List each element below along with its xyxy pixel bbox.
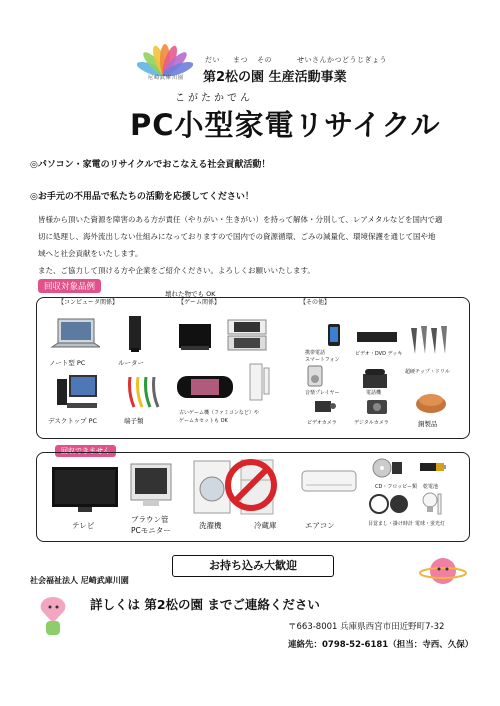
cables-icon xyxy=(122,373,162,411)
copper-products-icon xyxy=(413,386,449,416)
lead-line-1: ◎パソコン・家電のリサイクルでおこなえる社会貢献活動！ xyxy=(30,160,271,170)
music-player-icon xyxy=(303,364,327,388)
item-battery-label: 乾電池 xyxy=(423,484,439,490)
item-crt-label-1: ブラウン管 xyxy=(131,515,169,524)
router-icon xyxy=(125,312,147,354)
item-video-camera-label: ビデオカメラ xyxy=(307,420,337,426)
header-title: 第2松の園 生産活動事業 xyxy=(203,70,347,85)
item-tv-label: テレビ xyxy=(72,521,95,530)
video-camera-icon xyxy=(313,396,337,416)
welcome-box: お持ち込み大歓迎 xyxy=(172,555,334,577)
television-icon xyxy=(50,465,120,513)
item-music-player-label: 音楽プレイヤー xyxy=(305,390,340,396)
game-note-line-1: 古いゲーム機（ファミコンなど）や xyxy=(179,410,259,416)
main-title: PC小型家電リサイクル xyxy=(130,108,441,142)
item-digital-camera-label: デジタルカメラ xyxy=(354,420,389,426)
body-paragraph xyxy=(38,211,478,279)
crt-monitor-icon xyxy=(127,462,175,508)
item-crt-label-2: PCモニター xyxy=(131,526,171,535)
category-game: 【ゲーム関係】 xyxy=(178,299,221,306)
item-aircon-label: エアコン xyxy=(305,521,335,530)
game-console-icon xyxy=(175,318,217,354)
cd-floppy-icon xyxy=(370,456,404,480)
item-router-label: ルーター xyxy=(118,359,144,367)
header-ruby-1: だい xyxy=(205,56,220,64)
item-desktop-label: デスクトップ PC xyxy=(48,417,98,425)
item-clock-label: 目覚まし・掛け時計 xyxy=(368,521,414,527)
item-fridge-label: 冷蔵庫 xyxy=(254,521,277,530)
postal-address: 〒663-8001 兵庫県西宮市田近野町7-32 xyxy=(288,622,445,632)
item-landline-label: 電話機 xyxy=(366,390,382,396)
portable-game-icon xyxy=(175,372,235,402)
body-line: 域へと社会貢献をいたします。 xyxy=(38,249,143,258)
game-note-line-2: ゲームカセットも OK xyxy=(179,418,228,424)
accepted-section-label: 回収対象品例 xyxy=(38,279,101,293)
item-laptop-label: ノート型 PC xyxy=(49,359,86,367)
mascot-planet-icon xyxy=(418,551,468,591)
item-video-deck-label: ビデオ・DVD デッキ xyxy=(355,351,403,357)
mascot-character-icon xyxy=(30,593,76,643)
phone-contact: 連絡先：0798-52-6181（担当：寺西、久保） xyxy=(288,640,474,650)
contact-line: 詳しくは 第2松の園 までご連絡ください xyxy=(90,597,320,612)
item-phone-label-2: スマートフォン xyxy=(305,357,340,363)
body-line: また、ご協力して頂ける方や企業をご紹介ください。よろしくお願いいたします。 xyxy=(38,266,315,275)
main-title-ruby: こがたかでん xyxy=(175,93,253,104)
drill-bits-icon xyxy=(405,320,453,360)
wii-console-icon xyxy=(240,360,274,404)
logo-caption: 尼崎武庫川園 xyxy=(147,75,184,81)
light-bulb-icon xyxy=(420,490,448,518)
desktop-pc-icon xyxy=(55,373,100,411)
body-line: 切に処理し、海外流出しない仕組みになっておりますので国内での資源循環、ごみの減量化、環境保護を通じて国や地 xyxy=(38,232,436,241)
header-ruby-3: その xyxy=(257,56,272,64)
item-copper-label: 銅製品 xyxy=(418,420,438,428)
smartphone-icon xyxy=(325,322,345,348)
laptop-icon xyxy=(50,317,100,357)
header-ruby-4: せいさんかつどうじぎょう xyxy=(297,56,387,64)
landline-phone-icon xyxy=(360,366,390,390)
header-ruby-2: まつ xyxy=(233,56,248,64)
item-phone-label-1: 携帯電話 xyxy=(305,350,326,356)
category-other: 【その他】 xyxy=(300,299,331,306)
handheld-console-icon xyxy=(222,318,272,354)
broken-ok-note: 壊れた物でも OK xyxy=(165,290,216,298)
item-cd-floppy-label: CD・フロッピー類 xyxy=(375,484,418,490)
clock-icon xyxy=(367,492,411,516)
battery-icon xyxy=(418,460,448,474)
lead-line-2: ◎お手元の不用品で私たちの活動を応援してください！ xyxy=(30,192,254,202)
body-line: 皆様から頂いた資源を障害のある方が責任（やりがい・生きがい）を持って解体・分別して、レアメタルなどを国内で適 xyxy=(38,215,443,224)
item-drill-label: 超硬チップ・ドリル xyxy=(405,369,450,375)
rejected-section-label: 回収できません xyxy=(55,445,116,457)
no-collection-sign-icon xyxy=(224,458,278,512)
item-bulb-label: 電球・蛍光灯 xyxy=(415,521,446,527)
category-computer: 【コンピュータ関係】 xyxy=(58,299,119,306)
item-cables-label: 端子類 xyxy=(124,417,144,425)
organization-name: 社会福祉法人 尼崎武庫川園 xyxy=(30,576,129,585)
item-washer-label: 洗濯機 xyxy=(199,521,222,530)
digital-camera-icon xyxy=(365,396,389,416)
video-deck-icon xyxy=(355,326,399,346)
air-conditioner-icon xyxy=(300,467,358,495)
